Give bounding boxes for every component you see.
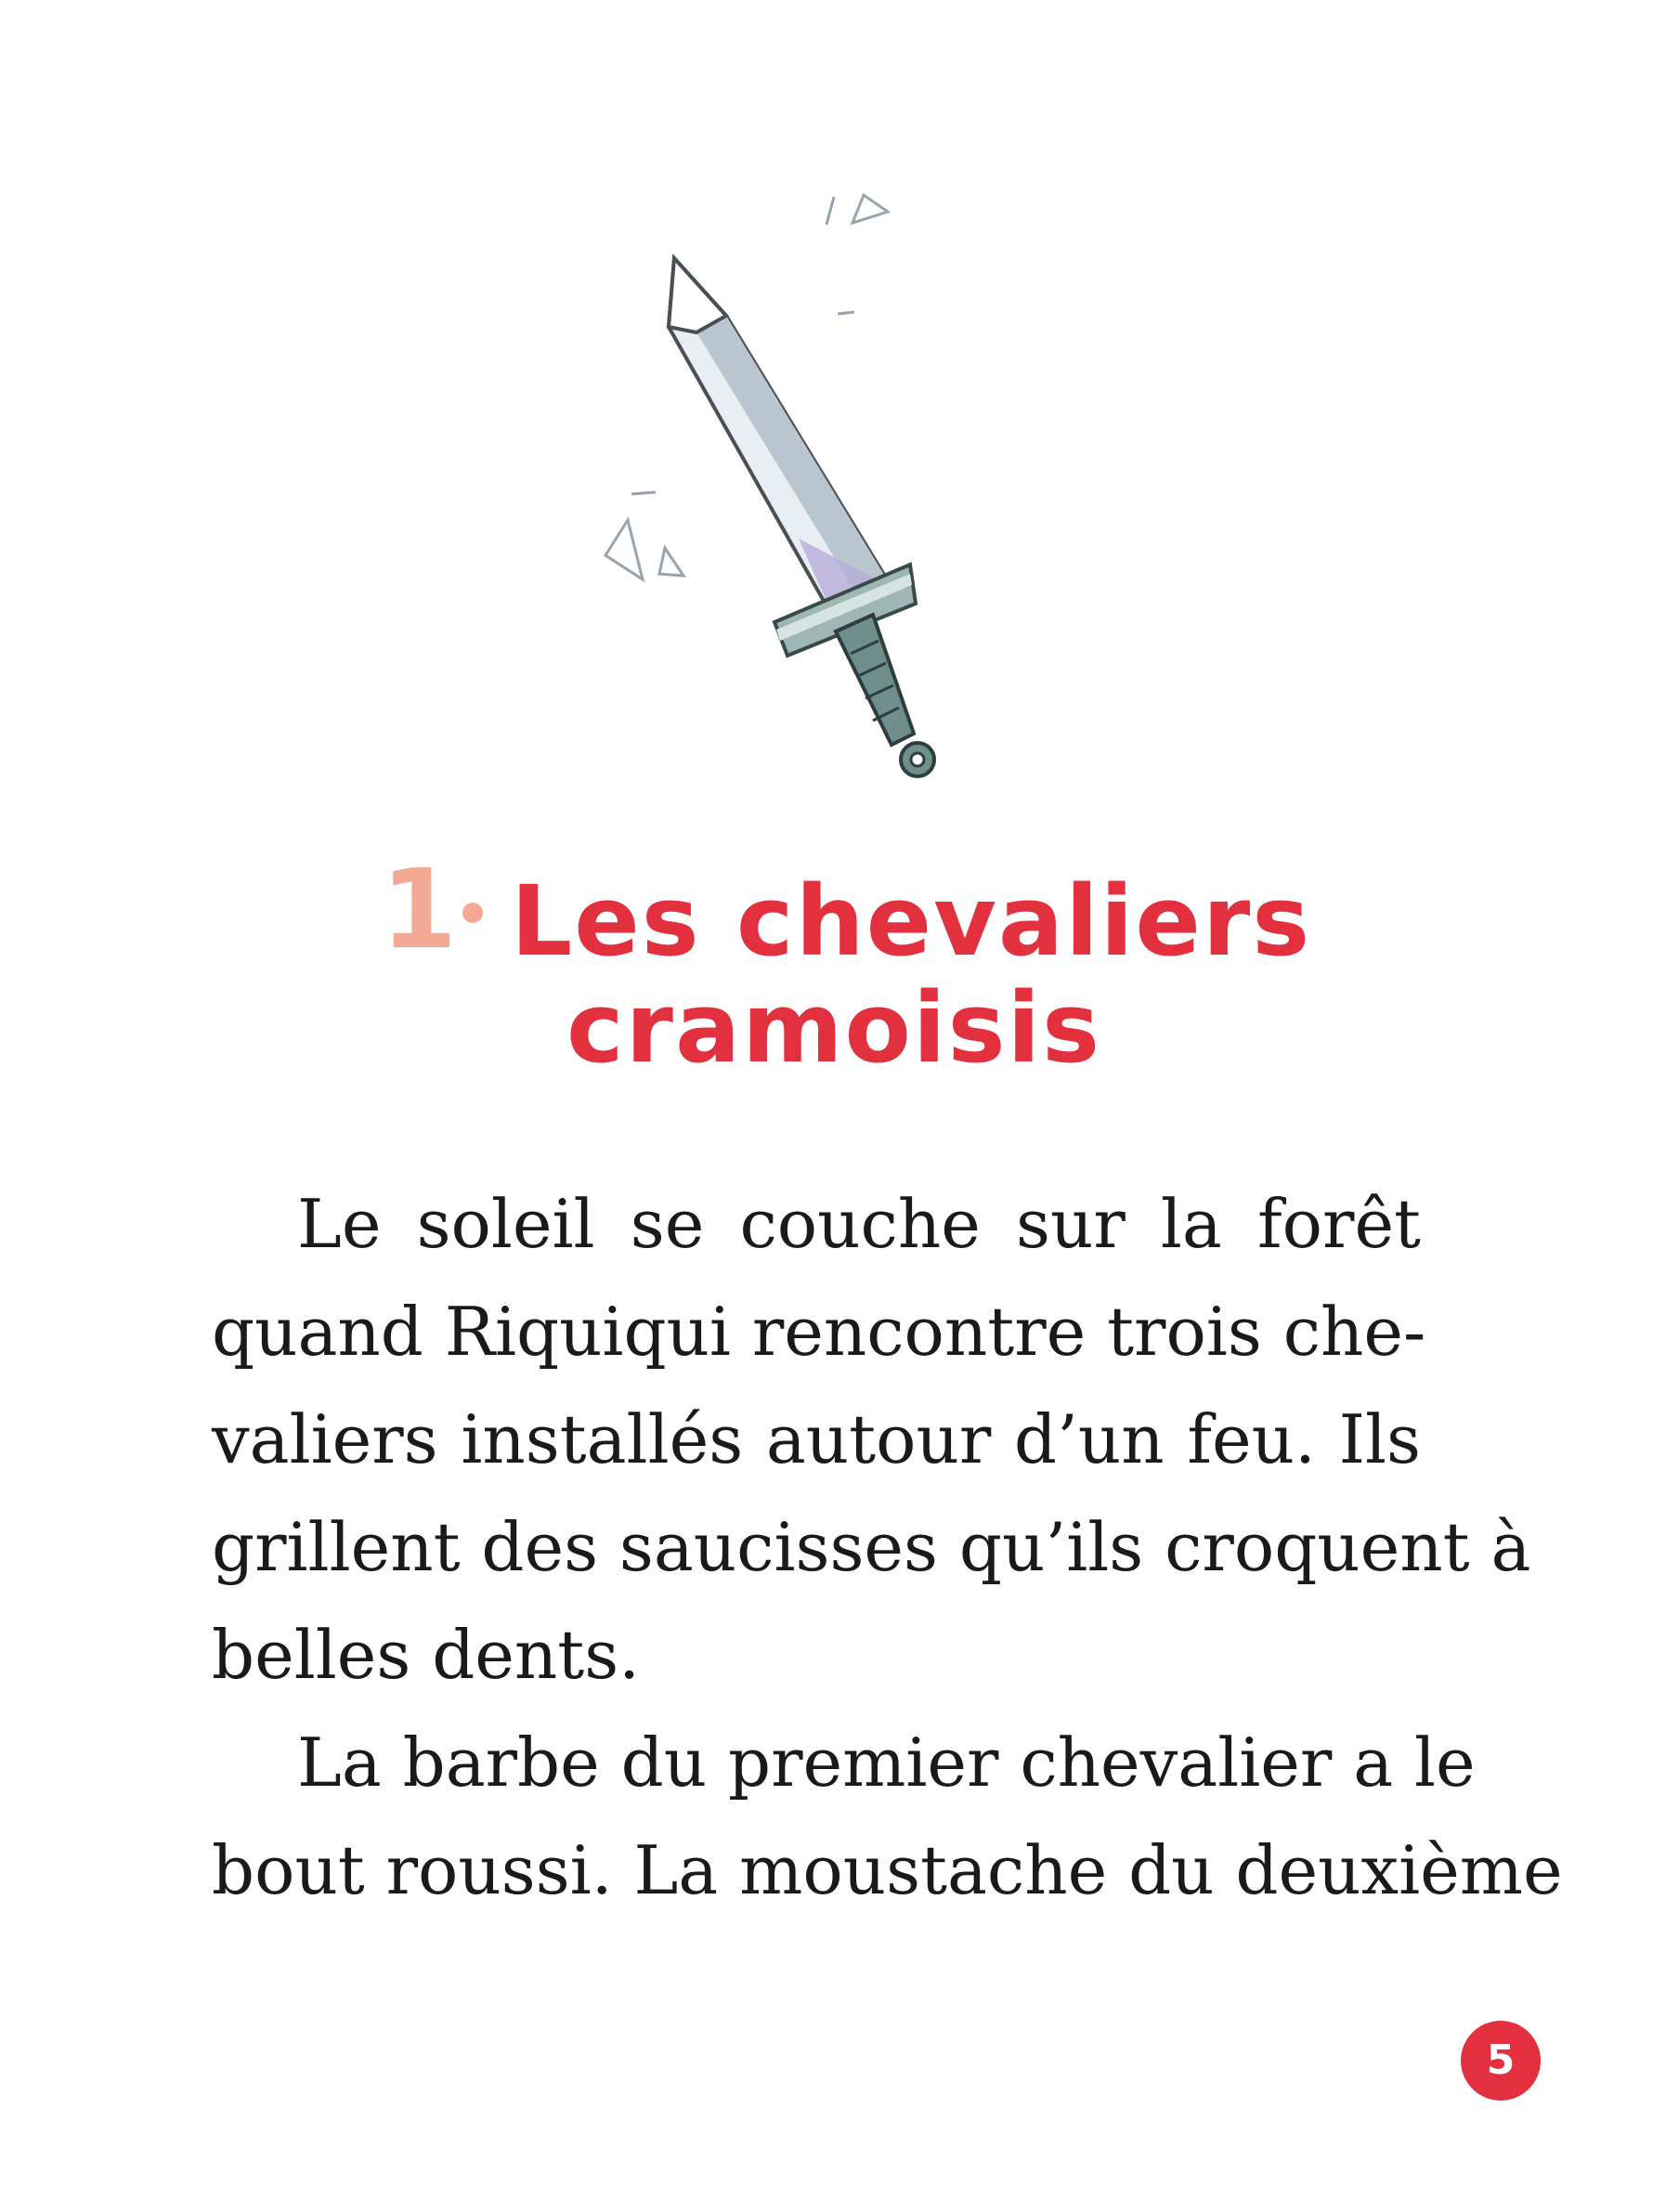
text-line: valiers installés autour d’un feu. Ils xyxy=(212,1400,1421,1478)
chapter-title-line-1: Les chevaliers xyxy=(511,865,1312,978)
page-number-badge: 5 xyxy=(1461,2021,1541,2101)
paragraph xyxy=(212,1709,1563,1924)
chapter-number: 1 xyxy=(381,845,458,973)
chapter-title-line-2: cramoisis xyxy=(566,971,1102,1085)
chapter-heading xyxy=(381,845,1312,1105)
body-text xyxy=(212,1170,1563,1924)
chapter-bullet xyxy=(462,903,483,923)
text-line: La barbe du premier chevalier a le xyxy=(297,1724,1476,1802)
sword-illustration xyxy=(557,186,1003,799)
paragraph xyxy=(212,1170,1531,1709)
text-line: Le soleil se couche sur la forêt xyxy=(297,1185,1421,1263)
text-line: quand Riquiqui rencontre trois che- xyxy=(212,1293,1426,1371)
text-line: grillent des saucisses qu’ils croquent à xyxy=(212,1508,1531,1586)
text-line: belles dents. xyxy=(212,1616,641,1694)
text-line: bout roussi. La moustache du deuxième xyxy=(212,1831,1563,1909)
sword-icon xyxy=(557,186,1003,799)
